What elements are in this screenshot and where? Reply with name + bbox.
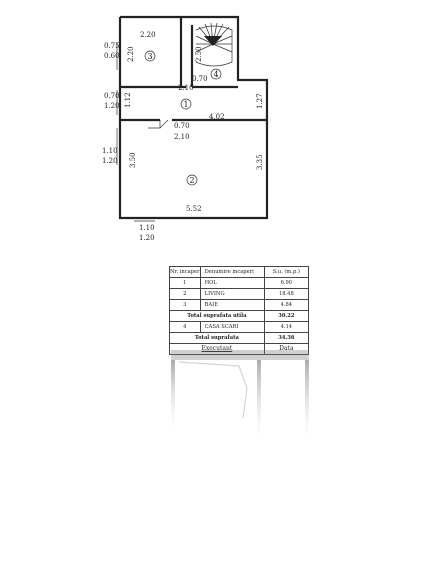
room-number-3: 3: [147, 52, 153, 61]
dim-2-10-door: 2.10: [174, 133, 190, 141]
row-name: HOL: [200, 278, 264, 289]
row-nr: 1: [170, 278, 201, 289]
row-area: 18.48: [264, 289, 308, 300]
dim-4-02: 4.02: [209, 113, 225, 121]
subtotal-label: Total suprafata utila: [170, 311, 265, 322]
dim-1-20-left-lower: 1.20: [102, 157, 118, 165]
row-nr: 2: [170, 289, 201, 300]
room-number-4: 4: [213, 70, 219, 79]
total-value: 34.36: [264, 333, 308, 344]
floor-plan: [0, 0, 427, 260]
dim-1-20-bottom: 1.20: [139, 234, 155, 242]
dim-1-10-bottom: 1.10: [139, 224, 155, 232]
table-row: [170, 300, 309, 311]
row-name: LIVING: [200, 289, 264, 300]
dim-0-70-stair: 0.70: [192, 75, 208, 83]
dim-3-50: 3.50: [129, 152, 137, 168]
row-name: BAIE: [200, 300, 264, 311]
subtotal-row: [170, 311, 309, 322]
dim-0-70-door: 0.70: [174, 122, 190, 130]
dim-1-12: 1.12: [124, 92, 132, 108]
dim-2-10-stair: 2.10: [178, 84, 194, 92]
room-number-1: 1: [183, 100, 189, 109]
scan-smudge: [169, 348, 310, 458]
row-area: 4.84: [264, 300, 308, 311]
stair-row-area: 4.14: [264, 322, 308, 333]
data-label: Data: [264, 344, 308, 355]
dim-2-20-vertical: 2.20: [127, 46, 135, 62]
dim-5-52: 5.52: [186, 205, 202, 213]
dim-2-50-stair: 2.50: [195, 46, 203, 62]
room-number-2: 2: [189, 176, 195, 185]
dim-0-60: 0.60: [104, 52, 120, 60]
header-name: Denumire incaperi: [200, 267, 264, 278]
dim-0-70-left: 0.70: [104, 92, 120, 100]
table-row: [170, 289, 309, 300]
total-label: Total suprafata: [170, 333, 265, 344]
table-row: [170, 278, 309, 289]
header-area: S.u. (m.p.): [264, 267, 308, 278]
stair-row-nr: 4: [170, 322, 201, 333]
row-area: 6.90: [264, 278, 308, 289]
executant-label: Executant: [170, 344, 265, 355]
outer-wall: [120, 17, 267, 218]
stair-row-name: CASA SCARI: [200, 322, 264, 333]
row-nr: 3: [170, 300, 201, 311]
schedule-header-row: [170, 267, 309, 278]
dim-0-75: 0.75: [104, 42, 120, 50]
header-nr: Nr. incaper: [170, 267, 201, 278]
dim-2-20-top: 2.20: [140, 31, 156, 39]
table-row: [170, 322, 309, 333]
door-swing: [148, 120, 168, 128]
room-schedule-table: [169, 266, 309, 355]
dim-1-10-left: 1.10: [102, 147, 118, 155]
dim-1-27: 1.27: [256, 93, 264, 109]
dim-3-35: 3.35: [256, 154, 264, 170]
total-row: [170, 333, 309, 344]
subtotal-value: 30.22: [264, 311, 308, 322]
dim-1-20-left: 1.20: [104, 102, 120, 110]
